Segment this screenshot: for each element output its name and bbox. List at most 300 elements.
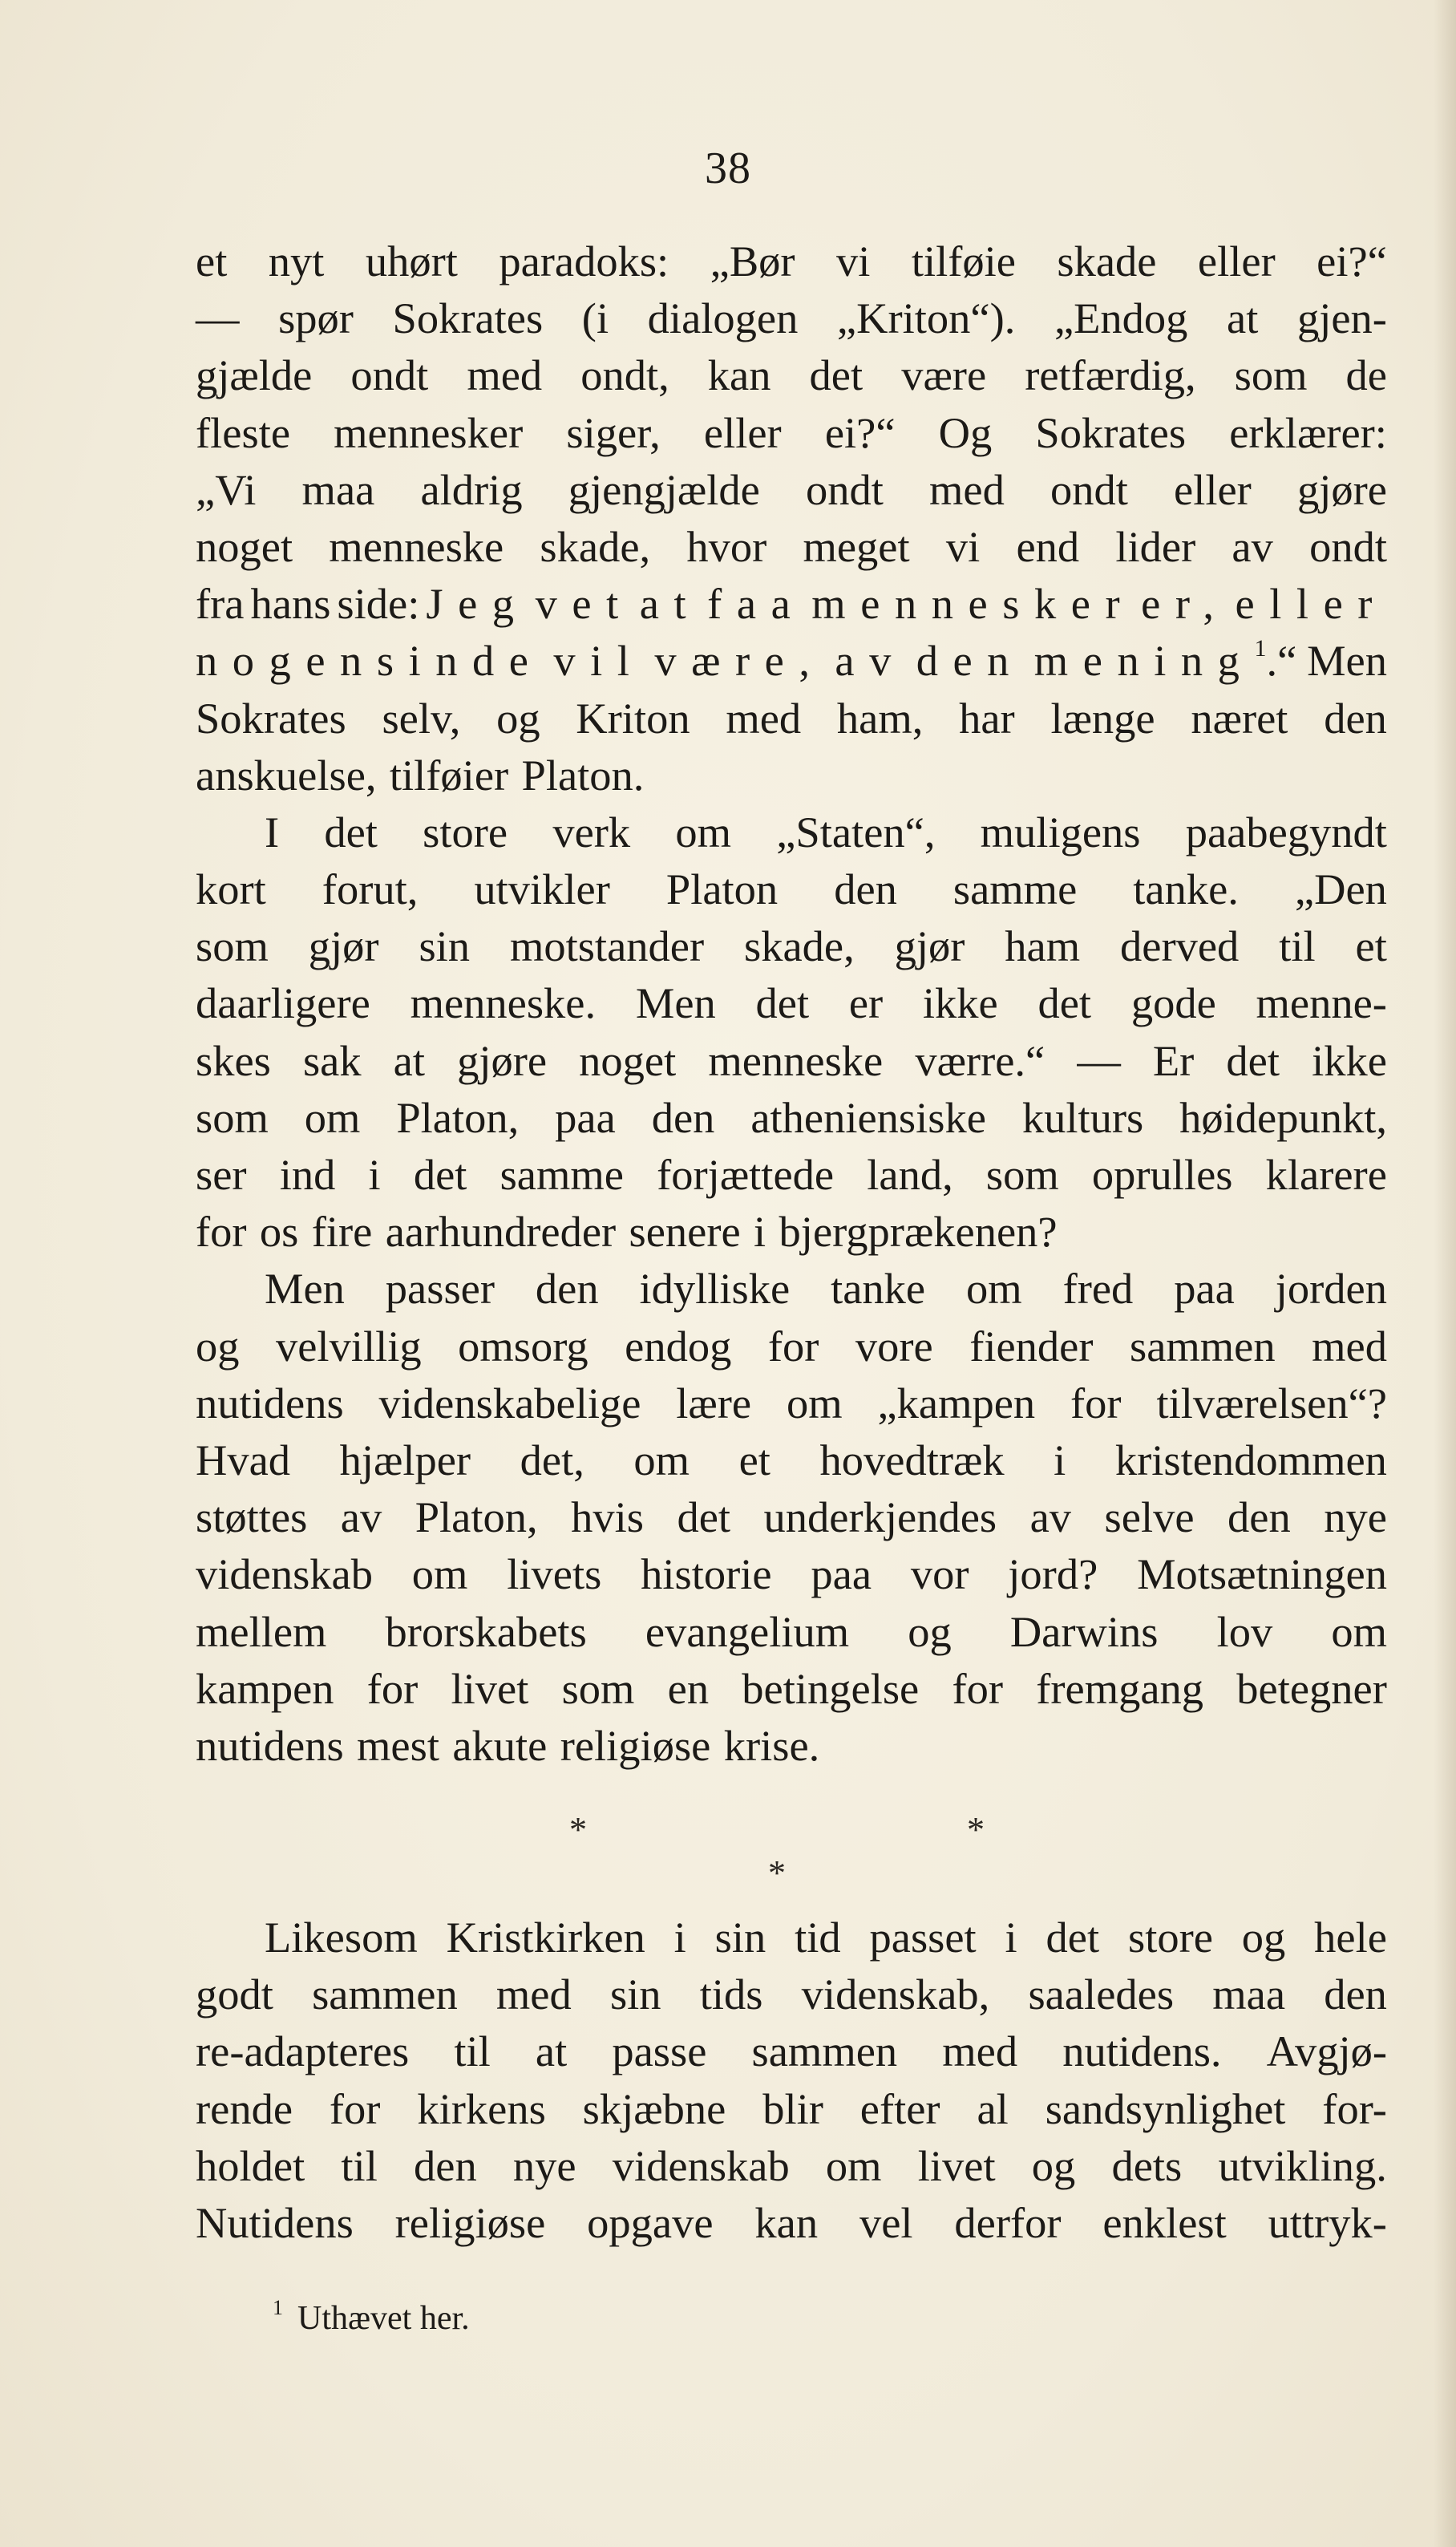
page-edge-shadow	[1434, 0, 1456, 2547]
word: ham,	[836, 693, 924, 743]
word: „kampen	[877, 1378, 1036, 1427]
word: kort	[196, 865, 266, 914]
word: mellem	[196, 1606, 327, 1656]
word: maa	[1212, 1970, 1286, 2019]
word: velvillig	[275, 1321, 422, 1371]
word: vi	[836, 237, 871, 285]
text-line	[196, 461, 1387, 518]
word: ondt	[805, 464, 884, 514]
word: gjælde	[196, 350, 313, 400]
word: gode	[1130, 978, 1216, 1028]
text-line	[196, 1431, 1387, 1488]
word: paa	[555, 1092, 616, 1142]
word: —	[196, 294, 240, 343]
word: brorskabets	[385, 1606, 587, 1656]
word: sin	[609, 1970, 661, 2019]
word: idylliske	[639, 1264, 791, 1314]
word: land,	[867, 1150, 953, 1199]
word: retfærdig,	[1025, 350, 1196, 400]
word: med	[942, 2027, 1018, 2076]
word: vet	[535, 579, 633, 629]
word: vor	[910, 1549, 969, 1599]
word: vel	[859, 2197, 913, 2247]
text-line	[196, 404, 1387, 461]
word: kan	[707, 350, 771, 400]
word: Sokrates	[196, 693, 346, 743]
text-line	[196, 804, 1387, 860]
word: sin	[419, 921, 471, 971]
word: med	[467, 350, 543, 400]
text-line	[196, 1260, 1387, 1317]
word: menneske	[329, 521, 504, 571]
word: for	[1070, 1378, 1122, 1427]
word: Og	[938, 407, 993, 457]
word: bjergprækenen?	[779, 1207, 1058, 1257]
word: fra	[196, 579, 245, 629]
word: de	[1345, 350, 1387, 400]
text-line	[196, 2194, 1387, 2251]
word: med	[726, 693, 802, 743]
word: et	[1355, 921, 1387, 971]
word: som	[196, 1092, 269, 1142]
word: og	[196, 1321, 240, 1371]
word: klarere	[1265, 1150, 1387, 1199]
word: „Kriton“).	[836, 294, 1016, 343]
word: religiøse	[394, 2197, 546, 2247]
word: kampen	[196, 1663, 334, 1713]
word: lære	[676, 1378, 752, 1427]
text-line	[196, 747, 1387, 804]
word: forut,	[322, 865, 419, 914]
closing-text-block	[196, 1909, 1387, 2251]
text-line	[196, 575, 1387, 632]
word: ei?“	[1316, 237, 1387, 285]
word: om	[825, 2140, 882, 2190]
word: derfor	[954, 2197, 1062, 2247]
word: skade,	[540, 521, 651, 571]
word: av	[1029, 1492, 1072, 1542]
word: Kristkirken	[446, 1913, 645, 1962]
word: hjælper	[339, 1435, 471, 1484]
word: Likesom	[265, 1913, 418, 1962]
word: passer	[385, 1264, 495, 1314]
text-line	[196, 233, 1387, 290]
word: sin	[714, 1913, 766, 1962]
word: det	[677, 1492, 731, 1542]
word: fiender	[969, 1321, 1094, 1371]
word: krise.	[723, 1720, 820, 1770]
word: maa	[301, 464, 375, 514]
word: tanke.	[1133, 865, 1239, 914]
word: selve	[1104, 1492, 1195, 1542]
word: menneske.	[410, 978, 597, 1028]
text-line	[196, 1375, 1387, 1431]
text-line	[196, 290, 1387, 346]
word: være	[901, 350, 987, 400]
text-line	[196, 1318, 1387, 1375]
word: om	[411, 1549, 468, 1599]
word: videnskab	[196, 1549, 373, 1599]
word: —	[1077, 1035, 1121, 1085]
word: til	[454, 2027, 491, 2076]
word: av	[340, 1492, 382, 1542]
word: ham	[1005, 921, 1081, 971]
word: sak	[302, 1035, 362, 1085]
word: det	[413, 1150, 467, 1199]
word: end	[1016, 521, 1080, 571]
word: Men	[635, 978, 716, 1028]
word: ondt	[350, 350, 429, 400]
word: Nutidens	[196, 2197, 354, 2247]
word: uhørt	[365, 237, 458, 285]
word: Platon	[665, 865, 779, 914]
word: ikke	[922, 978, 998, 1028]
word: oprulles	[1091, 1150, 1233, 1199]
word: vil	[553, 636, 645, 686]
word: nutidens	[196, 1720, 344, 1770]
word: store	[423, 807, 508, 856]
word: for	[767, 1321, 819, 1371]
word: tilværelsen“?	[1156, 1378, 1387, 1427]
word: tilføie	[911, 237, 1016, 285]
word: tilføier	[389, 750, 509, 800]
word: skjæbne	[582, 2083, 726, 2133]
word: passet	[869, 1913, 977, 1962]
word: at	[393, 1035, 426, 1085]
word: videnskab	[612, 2140, 790, 2190]
word: verk	[552, 807, 631, 856]
text-line	[196, 1909, 1387, 1966]
closing-quote: .“	[1266, 636, 1297, 686]
word: mennesker	[334, 407, 524, 457]
text-line	[196, 1146, 1387, 1203]
word-with-footnote	[1034, 632, 1296, 689]
word: til	[341, 2140, 378, 2190]
word: Sokrates	[392, 294, 544, 343]
word: gjøre	[1296, 464, 1387, 514]
word: som	[196, 921, 269, 971]
word: evangelium	[645, 1606, 850, 1656]
word: menneske	[708, 1035, 884, 1085]
word: os	[259, 1207, 299, 1257]
word: meget	[803, 521, 910, 571]
word: religiøse	[560, 1720, 711, 1770]
word: sammen	[751, 2027, 898, 2076]
text-line	[196, 1717, 1387, 1774]
word: nye	[1324, 1492, 1387, 1542]
word: „Endog	[1054, 294, 1188, 343]
word: og	[1031, 2140, 1076, 2190]
word: godt	[196, 1970, 273, 2019]
word: senere	[629, 1207, 741, 1257]
word: det,	[520, 1435, 584, 1484]
word: samme	[499, 1150, 624, 1199]
word: daarligere	[196, 978, 370, 1028]
word: kirkens	[417, 2083, 546, 2133]
asterisk-left: *	[569, 1810, 587, 1849]
word: i	[673, 1913, 686, 1962]
asterisk-right: *	[967, 1810, 985, 1849]
word: forjættede	[657, 1150, 835, 1199]
word: mennesker	[811, 579, 1135, 629]
word: om	[1331, 1606, 1387, 1656]
word: av	[1232, 521, 1273, 571]
word: i	[1005, 1913, 1017, 1962]
word: har	[959, 693, 1015, 743]
word: betegner	[1236, 1663, 1387, 1713]
word: Er	[1152, 1035, 1195, 1085]
word: ei?“	[824, 407, 896, 457]
asterisk-bottom: *	[768, 1853, 786, 1893]
word: i	[368, 1150, 381, 1199]
word: kristendommen	[1114, 1435, 1387, 1484]
text-line	[196, 1966, 1387, 2023]
word: siger,	[566, 407, 661, 457]
footnote-reference: 1	[1254, 635, 1267, 662]
word: utvikling.	[1218, 2140, 1387, 2190]
word: efter	[859, 2083, 940, 2133]
word: den	[1324, 1970, 1387, 2019]
word: al	[977, 2083, 1009, 2133]
word: et	[196, 237, 228, 285]
word: underkjendes	[763, 1492, 997, 1542]
word: og	[908, 1606, 952, 1656]
word: ser	[196, 1150, 247, 1199]
word: sammen	[1130, 1321, 1276, 1371]
word: gjengjælde	[568, 464, 760, 514]
word: kulturs	[1021, 1092, 1144, 1142]
word: nye	[512, 2140, 576, 2190]
word: „Staten“,	[776, 807, 936, 856]
word: vore	[855, 1321, 933, 1371]
word: Kriton	[576, 693, 690, 743]
word: historie	[641, 1549, 772, 1599]
text-line	[196, 2080, 1387, 2137]
word: for	[952, 1663, 1004, 1713]
word: nogensinde	[196, 636, 544, 686]
word: om	[966, 1264, 1022, 1314]
text-line	[196, 1545, 1387, 1602]
word: i	[754, 1207, 766, 1257]
word: den	[651, 1092, 715, 1142]
word: sandsynlighet	[1045, 2083, 1286, 2133]
word: fred	[1062, 1264, 1134, 1314]
footnote	[273, 2295, 470, 2338]
word: som	[985, 1150, 1059, 1199]
text-line	[196, 2023, 1387, 2079]
word: skes	[196, 1035, 271, 1085]
word: eller	[1235, 579, 1387, 629]
word: støttes	[196, 1492, 308, 1542]
word: skade	[1057, 237, 1157, 285]
word: fremgang	[1036, 1663, 1204, 1713]
word: spør	[278, 294, 354, 343]
word: at	[535, 2027, 568, 2076]
word: længe	[1050, 693, 1155, 743]
word: med	[929, 464, 1005, 514]
text-line	[196, 346, 1387, 403]
word: nyt	[268, 237, 325, 285]
text-line	[196, 632, 1387, 689]
text-line	[196, 974, 1387, 1031]
word: saaledes	[1028, 1970, 1175, 2019]
word: ondt	[1309, 521, 1387, 571]
word: tids	[699, 1970, 763, 2019]
word: lov	[1216, 1606, 1273, 1656]
word: omsorg	[458, 1321, 588, 1371]
word: at	[639, 579, 702, 629]
word: Hvad	[196, 1435, 291, 1484]
word: den	[916, 636, 1024, 686]
word: i	[1054, 1435, 1066, 1484]
text-line	[196, 2137, 1387, 2194]
word: Platon,	[415, 1492, 538, 1542]
word: være,	[654, 636, 825, 686]
word: om	[633, 1435, 690, 1484]
word: anskuelse,	[196, 750, 377, 800]
word: ikke	[1312, 1035, 1387, 1085]
word: dets	[1111, 2140, 1183, 2190]
word: side:	[337, 579, 420, 629]
word: høidepunkt,	[1179, 1092, 1387, 1142]
word: jord?	[1008, 1549, 1098, 1599]
word: eller	[1197, 237, 1276, 285]
word: noget	[196, 521, 293, 571]
word: enklest	[1102, 2197, 1227, 2247]
word: menne-	[1256, 978, 1387, 1028]
word: nutidens	[196, 1378, 344, 1427]
text-line	[196, 1203, 1387, 1260]
text-line	[196, 1660, 1387, 1717]
word: gjør	[308, 921, 379, 971]
word: den	[834, 865, 897, 914]
word: akute	[452, 1720, 548, 1770]
word: uttryk-	[1268, 2197, 1387, 2247]
word: og	[1241, 1913, 1286, 1962]
word: det	[809, 350, 863, 400]
word: Sokrates	[1035, 407, 1187, 457]
word: mest	[357, 1720, 439, 1770]
word: den	[414, 2140, 477, 2190]
word: den	[535, 1264, 599, 1314]
word: livets	[507, 1549, 602, 1599]
word: av	[835, 636, 906, 686]
word: paa	[811, 1549, 872, 1599]
word: ind	[279, 1150, 336, 1199]
word: gjør	[894, 921, 965, 971]
word: samme	[952, 865, 1078, 914]
word: det	[1226, 1035, 1280, 1085]
word: hans	[250, 579, 331, 629]
word: videnskabelige	[378, 1378, 641, 1427]
text-line	[196, 860, 1387, 917]
word: og	[496, 693, 540, 743]
word: lider	[1115, 521, 1196, 571]
word: fleste	[196, 407, 291, 457]
word: motstander	[509, 921, 705, 971]
word: erklærer:	[1229, 407, 1387, 457]
word: holdet	[196, 2140, 305, 2190]
word: næret	[1191, 693, 1288, 743]
word: jorden	[1275, 1264, 1387, 1314]
word: paradoks:	[499, 237, 669, 285]
word: at	[1227, 294, 1259, 343]
word: blir	[762, 2083, 823, 2133]
word: re-adapteres	[196, 2027, 410, 2076]
word: ondt,	[580, 350, 669, 400]
word: er	[848, 978, 884, 1028]
word: I	[265, 807, 280, 856]
word: vi	[945, 521, 981, 571]
page-number: 38	[705, 144, 751, 193]
word: eller	[1174, 464, 1252, 514]
text-line	[196, 518, 1387, 575]
word: for-	[1322, 2083, 1387, 2133]
word: om	[304, 1092, 361, 1142]
word: livet	[917, 2140, 996, 2190]
word: livet	[451, 1663, 529, 1713]
word: tanke	[831, 1264, 926, 1314]
word: er,	[1141, 579, 1229, 629]
word: for	[329, 2083, 381, 2133]
word: selv,	[382, 693, 461, 743]
text-line	[196, 917, 1387, 974]
footnote-mark: 1	[273, 2295, 284, 2319]
word: mening	[1033, 636, 1255, 686]
text-line	[196, 1032, 1387, 1089]
word: paabegyndt	[1185, 807, 1387, 856]
word: det	[324, 807, 378, 856]
text-line	[196, 690, 1387, 747]
word: som	[1234, 350, 1308, 400]
word: om	[786, 1378, 843, 1427]
word: tid	[795, 1913, 841, 1962]
word: utvikler	[474, 865, 610, 914]
word: (i	[581, 294, 609, 343]
word: „Den	[1294, 865, 1387, 914]
word: „Vi	[196, 464, 257, 514]
text-line	[196, 1488, 1387, 1545]
word: store	[1127, 1913, 1213, 1962]
word: et	[738, 1435, 770, 1484]
word: om	[675, 807, 732, 856]
word: hvor	[686, 521, 767, 571]
word: derved	[1120, 921, 1240, 971]
main-text-block	[196, 233, 1387, 1774]
word: det	[1045, 1913, 1100, 1962]
word: opgave	[587, 2197, 714, 2247]
word: en	[667, 1663, 710, 1713]
word: hovedtræk	[819, 1435, 1005, 1484]
word: til	[1279, 921, 1316, 971]
word: gjøre	[457, 1035, 548, 1085]
word: dialogen	[647, 294, 799, 343]
word: eller	[703, 407, 782, 457]
word: passe	[612, 2027, 707, 2076]
word: ondt	[1050, 464, 1128, 514]
word: fire	[311, 1207, 373, 1257]
word: hvis	[571, 1492, 644, 1542]
word: atheniensiske	[750, 1092, 986, 1142]
word: med	[1312, 1321, 1387, 1371]
word: rende	[196, 2083, 293, 2133]
word: Platon.	[521, 750, 645, 800]
word: faa	[707, 579, 806, 629]
word: Avgjø-	[1266, 2027, 1387, 2076]
word: kan	[754, 2197, 819, 2247]
text-line	[196, 1603, 1387, 1660]
word: aldrig	[420, 464, 523, 514]
